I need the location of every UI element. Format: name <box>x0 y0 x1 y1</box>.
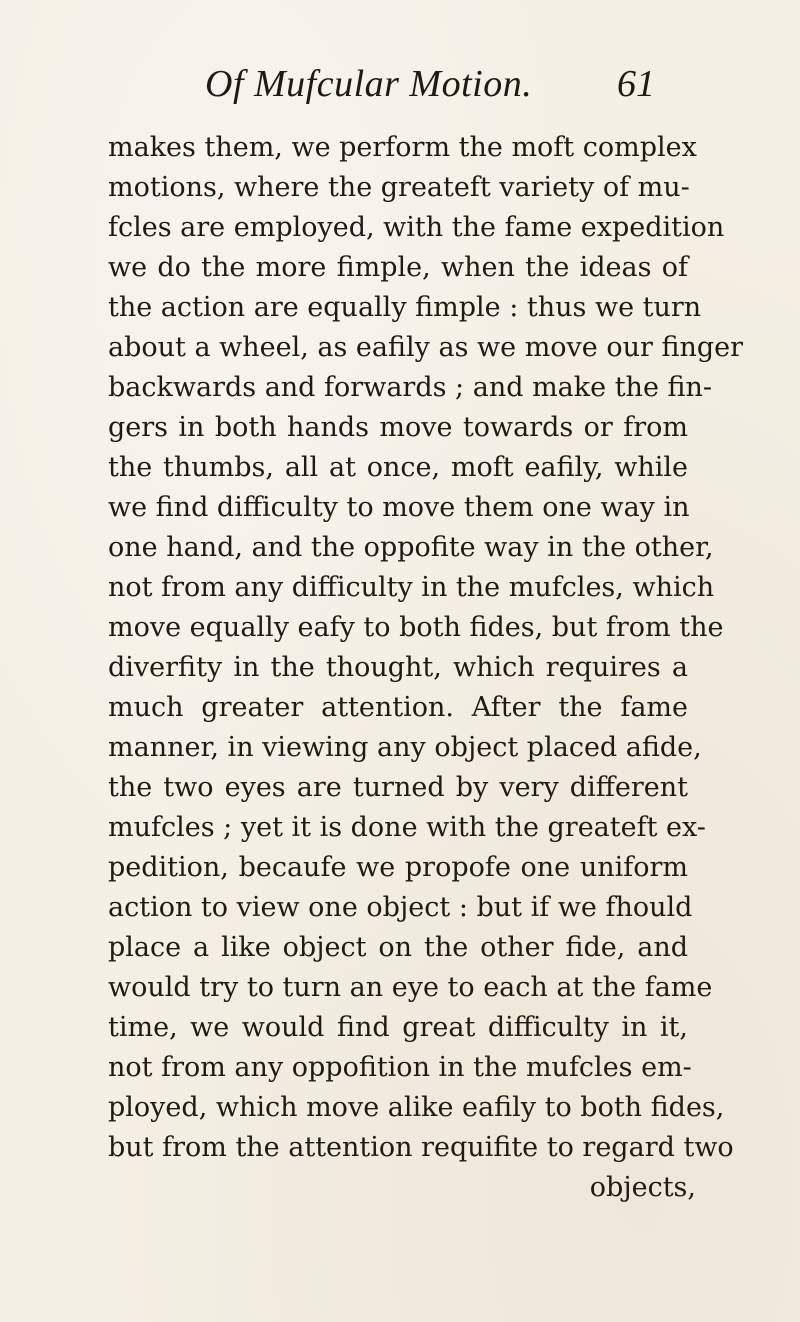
text-line: makes them, we perform the moft complex <box>108 132 697 163</box>
text-line: the action are equally fimple : thus we turn <box>108 292 702 323</box>
text-line: we do the more fimple, when the ideas of <box>108 252 688 283</box>
running-head <box>205 62 655 112</box>
text-line: the thumbs, all at once, moft eafily, while <box>108 452 688 483</box>
text-line: mufcles ; yet it is done with the greateft ex- <box>108 812 706 843</box>
catchword: objects, <box>589 1172 696 1203</box>
text-line: the two eyes are turned by very different <box>108 772 688 803</box>
text-line: not from any oppofition in the mufcles em- <box>108 1052 692 1083</box>
page-number: 61 <box>617 63 655 105</box>
text-line: would try to turn an eye to each at the fame <box>108 972 713 1003</box>
text-line: diverfity in the thought, which requires a <box>108 652 688 683</box>
text-line: pedition, becaufe we propofe one uniform <box>108 852 688 883</box>
text-line: about a wheel, as eafily as we move our finger <box>108 332 744 363</box>
text-line: gers in both hands move towards or from <box>108 412 688 443</box>
text-line: fcles are employed, with the fame expedition <box>108 212 725 243</box>
text-line: place a like object on the other fide, and <box>108 932 688 963</box>
text-line: action to view one object : but if we fhould <box>108 892 693 923</box>
text-line: manner, in viewing any object placed afide, <box>108 732 702 763</box>
text-line: one hand, and the oppofite way in the other, <box>108 532 714 563</box>
text-line: ployed, which move alike eafily to both fides, <box>108 1092 725 1123</box>
text-line: motions, where the greateft variety of mu- <box>108 172 690 203</box>
running-title: Of Mufcular Motion. <box>205 63 533 105</box>
text-line: we find difficulty to move them one way in <box>108 492 690 523</box>
text-line: much greater attention. After the fame <box>108 692 688 723</box>
text-line: time, we would find great difficulty in it, <box>108 1012 688 1043</box>
text-line: but from the attention requifite to regard two <box>108 1132 734 1163</box>
text-line: move equally eafy to both fides, but from the <box>108 612 724 643</box>
text-line: not from any difficulty in the mufcles, which <box>108 572 715 603</box>
text-line: backwards and forwards ; and make the fin- <box>108 372 713 403</box>
